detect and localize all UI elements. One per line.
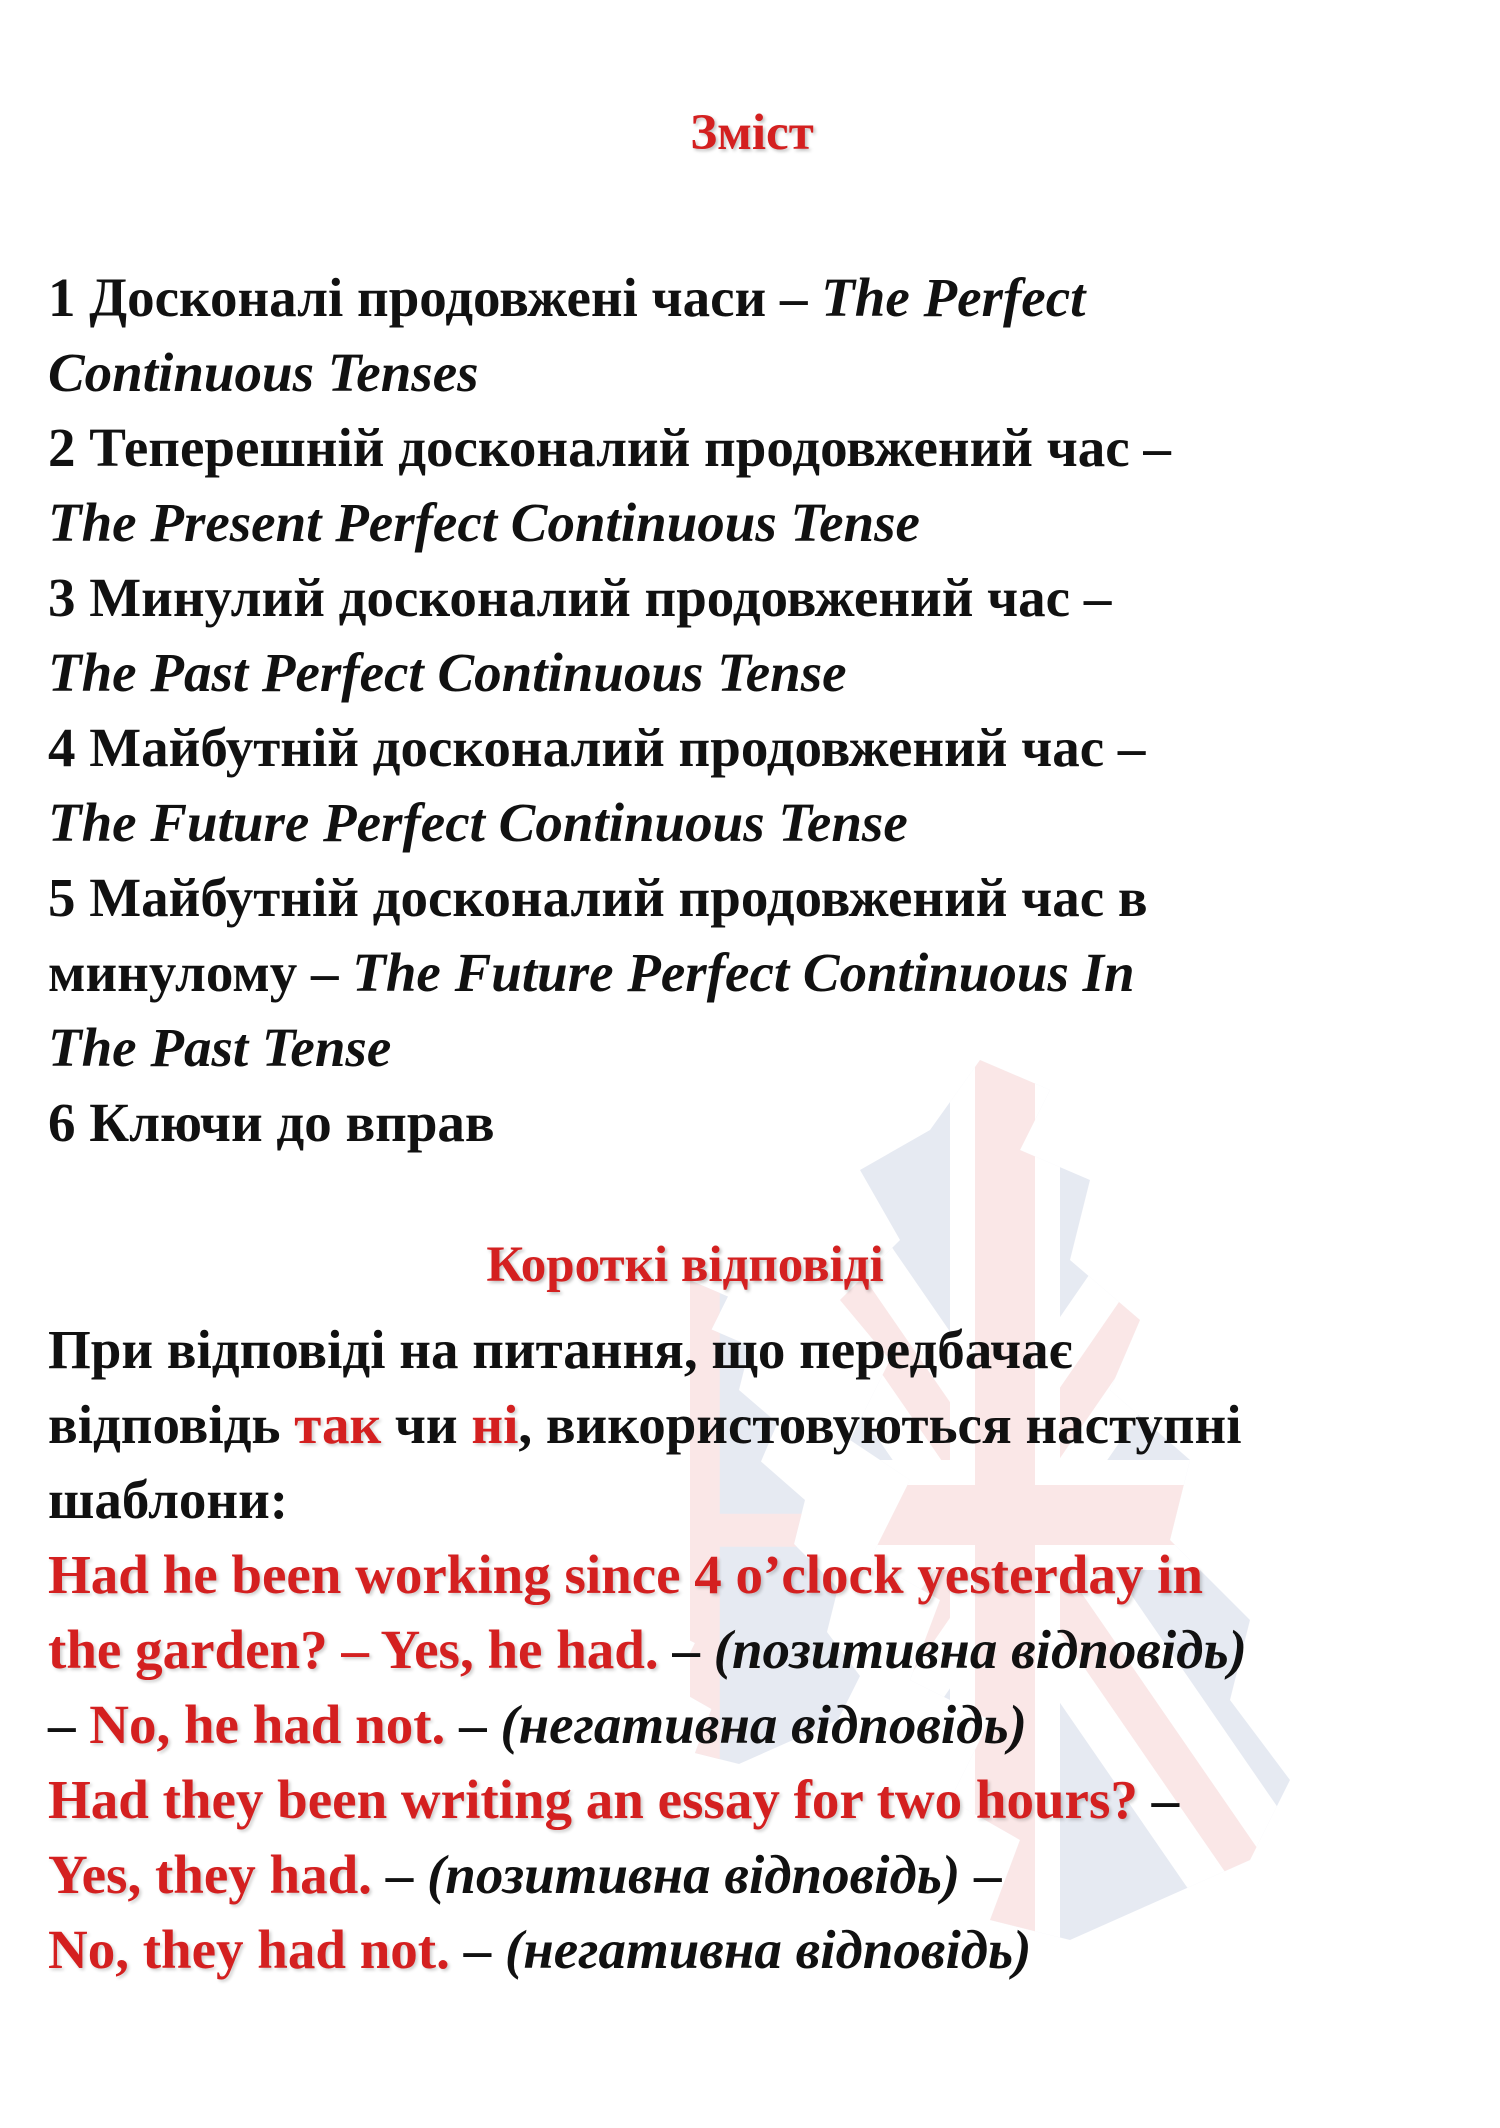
toc-entry: 5 Майбутній досконалий продовжений час в — [48, 867, 1148, 928]
toc-entry: The Future Perfect Continuous Tense — [48, 792, 908, 853]
intro-line: відповідь так чи ні, використовуються наступні — [48, 1394, 1242, 1455]
toc-entry: Continuous Tenses — [48, 342, 479, 403]
yes-word: так — [294, 1394, 382, 1455]
toc-entry: 2 Теперешній досконалий продовжений час – — [48, 417, 1171, 478]
toc-entry: The Past Tense — [48, 1017, 392, 1078]
example-question: Had they been writing an essay for two hours? – — [48, 1769, 1180, 1830]
no-word: ні — [471, 1394, 519, 1455]
toc-entry: The Past Perfect Continuous Tense — [48, 642, 847, 703]
example-answer-positive: the garden? – Yes, he had. – (позитивна відповідь) — [48, 1619, 1247, 1680]
toc-entry: The Present Perfect Continuous Tense — [48, 492, 920, 553]
example-question: Had he been working since 4 o’clock yesterday in — [48, 1544, 1203, 1605]
page-title: Зміст — [690, 105, 814, 161]
toc-entry: 3 Минулий досконалий продовжений час – — [48, 567, 1112, 628]
intro-line: шаблони: — [48, 1469, 289, 1530]
toc-entry: минулому – The Future Perfect Continuous In — [48, 942, 1135, 1003]
intro-line: При відповіді на питання, що передбачає — [48, 1319, 1073, 1380]
toc-entry: 1 Досконалі продовжені часи – The Perfect — [48, 267, 1086, 328]
toc-entry: 6 Ключи до вправ — [48, 1092, 495, 1153]
toc-entry: 4 Майбутній досконалий продовжений час – — [48, 717, 1146, 778]
example-answer-positive: Yes, they had. – (позитивна відповідь) – — [48, 1844, 1002, 1905]
example-answer-negative: – No, he had not. – (негативна відповідь) — [48, 1694, 1027, 1755]
short-answers-body — [48, 1312, 1468, 1987]
table-of-contents — [48, 260, 1468, 1160]
example-answer-negative: No, they had not. – (негативна відповідь) — [48, 1919, 1032, 1980]
section-heading: Короткі відповіді — [486, 1237, 884, 1293]
